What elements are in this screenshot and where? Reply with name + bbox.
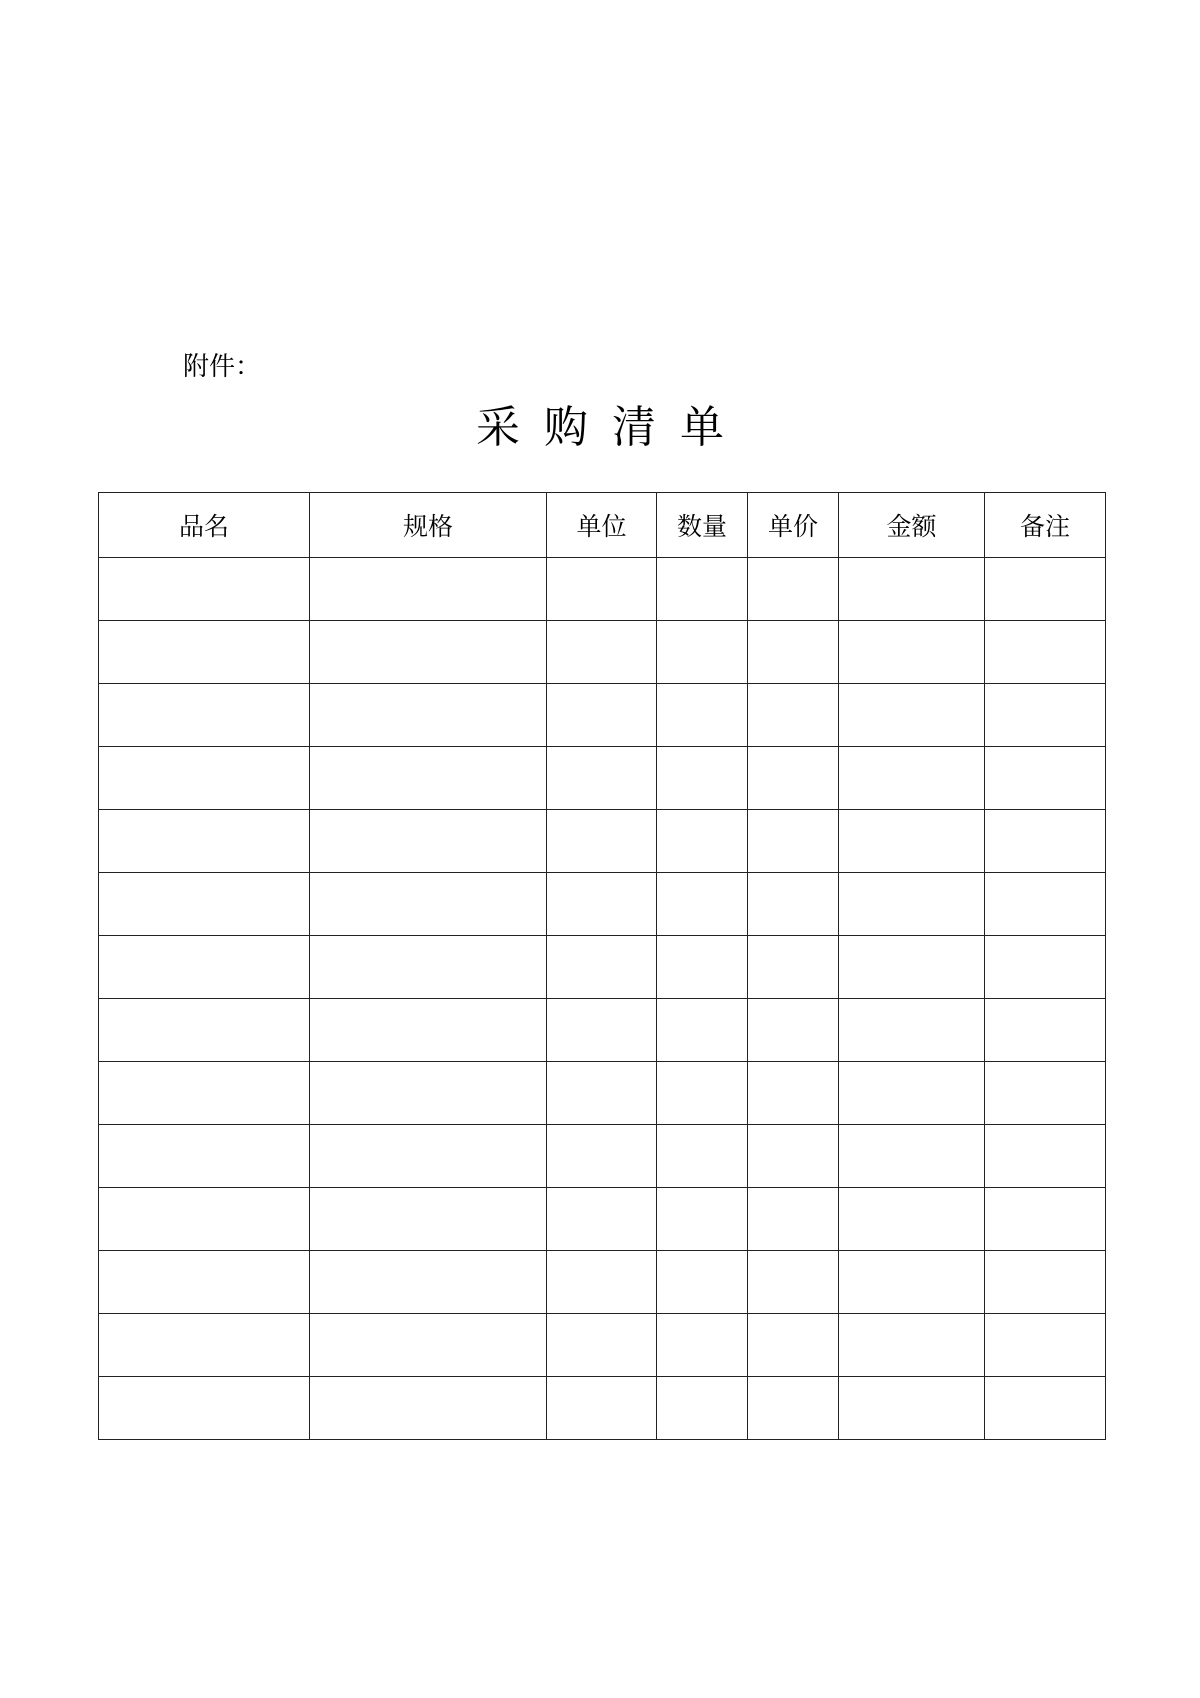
remarks-cell [985,684,1106,747]
table-row [99,621,1106,684]
column-header-unit-price: 单价 [748,493,839,558]
item-name-cell [99,747,310,810]
item-name-cell [99,936,310,999]
table-row [99,1377,1106,1440]
unit-cell [547,1062,657,1125]
unit-cell [547,936,657,999]
table-row [99,1062,1106,1125]
unit-cell [547,1314,657,1377]
table-row [99,810,1106,873]
remarks-cell [985,1251,1106,1314]
amount-cell [839,1125,985,1188]
spec-cell [310,936,547,999]
unit-cell [547,684,657,747]
unit-price-cell [748,810,839,873]
remarks-cell [985,810,1106,873]
amount-cell [839,873,985,936]
item-name-cell [99,1062,310,1125]
amount-cell [839,1062,985,1125]
amount-cell [839,621,985,684]
remarks-cell [985,621,1106,684]
amount-cell [839,1314,985,1377]
unit-price-cell [748,1125,839,1188]
unit-cell [547,999,657,1062]
column-header-unit: 单位 [547,493,657,558]
column-header-item-name: 品名 [99,493,310,558]
unit-price-cell [748,999,839,1062]
unit-price-cell [748,1377,839,1440]
unit-cell [547,810,657,873]
quantity-cell [657,873,748,936]
remarks-cell [985,1377,1106,1440]
table-header-row [99,493,1106,558]
table-row [99,1314,1106,1377]
quantity-cell [657,1314,748,1377]
amount-cell [839,1188,985,1251]
item-name-cell [99,1188,310,1251]
amount-cell [839,1251,985,1314]
unit-price-cell [748,873,839,936]
remarks-cell [985,873,1106,936]
quantity-cell [657,810,748,873]
unit-cell [547,1251,657,1314]
unit-price-cell [748,936,839,999]
item-name-cell [99,558,310,621]
spec-cell [310,747,547,810]
column-header-remarks: 备注 [985,493,1106,558]
table-row [99,1125,1106,1188]
page-title [0,402,1200,454]
unit-price-cell [748,684,839,747]
amount-cell [839,747,985,810]
title-char: 清 [612,402,656,453]
spec-cell [310,1377,547,1440]
remarks-cell [985,1188,1106,1251]
item-name-cell [99,621,310,684]
table-row [99,936,1106,999]
unit-price-cell [748,1251,839,1314]
purchase-list-table [98,492,1106,1440]
unit-cell [547,558,657,621]
remarks-cell [985,747,1106,810]
unit-cell [547,747,657,810]
quantity-cell [657,558,748,621]
table-row [99,684,1106,747]
unit-cell [547,1125,657,1188]
item-name-cell [99,684,310,747]
unit-price-cell [748,621,839,684]
item-name-cell [99,1251,310,1314]
spec-cell [310,684,547,747]
spec-cell [310,621,547,684]
table-row [99,747,1106,810]
spec-cell [310,558,547,621]
unit-cell [547,621,657,684]
quantity-cell [657,1188,748,1251]
amount-cell [839,684,985,747]
spec-cell [310,1125,547,1188]
column-header-spec: 规格 [310,493,547,558]
quantity-cell [657,1377,748,1440]
spec-cell [310,1062,547,1125]
remarks-cell [985,999,1106,1062]
unit-cell [547,873,657,936]
attachment-label: 附件： [183,352,262,382]
remarks-cell [985,1314,1106,1377]
title-char: 单 [680,402,724,453]
table-row [99,1251,1106,1314]
quantity-cell [657,999,748,1062]
unit-cell [547,1377,657,1440]
spec-cell [310,1314,547,1377]
quantity-cell [657,621,748,684]
unit-price-cell [748,747,839,810]
amount-cell [839,558,985,621]
item-name-cell [99,873,310,936]
quantity-cell [657,936,748,999]
column-header-quantity: 数量 [657,493,748,558]
quantity-cell [657,1251,748,1314]
quantity-cell [657,1125,748,1188]
unit-cell [547,1188,657,1251]
remarks-cell [985,1062,1106,1125]
remarks-cell [985,1125,1106,1188]
remarks-cell [985,936,1106,999]
item-name-cell [99,810,310,873]
title-char: 采 [476,402,520,453]
amount-cell [839,810,985,873]
table-row [99,558,1106,621]
quantity-cell [657,1062,748,1125]
unit-price-cell [748,1314,839,1377]
spec-cell [310,810,547,873]
item-name-cell [99,999,310,1062]
column-header-amount: 金额 [839,493,985,558]
amount-cell [839,999,985,1062]
quantity-cell [657,747,748,810]
item-name-cell [99,1125,310,1188]
table-row [99,999,1106,1062]
spec-cell [310,999,547,1062]
item-name-cell [99,1314,310,1377]
amount-cell [839,936,985,999]
table-row [99,873,1106,936]
table-body [99,558,1106,1440]
unit-price-cell [748,558,839,621]
spec-cell [310,873,547,936]
spec-cell [310,1251,547,1314]
title-char: 购 [544,402,588,453]
amount-cell [839,1377,985,1440]
quantity-cell [657,684,748,747]
remarks-cell [985,558,1106,621]
spec-cell [310,1188,547,1251]
unit-price-cell [748,1062,839,1125]
unit-price-cell [748,1188,839,1251]
item-name-cell [99,1377,310,1440]
table-row [99,1188,1106,1251]
